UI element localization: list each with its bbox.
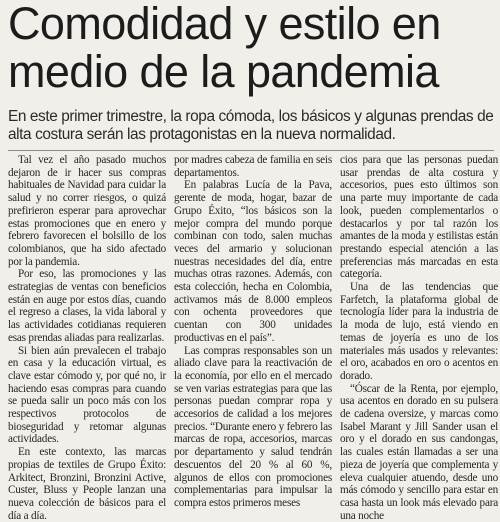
paragraph: Por eso, las promociones y las estrategias de ventas con beneficios están en auge por estos días, cuando el regreso a clases, la vida laboral y las actividades cotidianas requieren esas prendas aliadas para realizarlas. — [8, 268, 166, 344]
paragraph: En palabras Lucía de la Pava, gerente de moda, hogar, bazar de Grupo Éxito, “los básicos son la mejor compra del mundo porque combinan con todo, salen muchas veces del armario y solucionan nuestras necesidades del día, entre muchas otras razones. Además, con esta colección, hecha en Colombia, activamos más de 8.000 empleos con ochenta proveedores que cuentan con 300 unidades productivas en el país”. — [174, 179, 332, 344]
paragraph: Una de las tendencias que Farfetch, la plataforma global de tecnología líder para la industria de la moda de lujo, está viendo en temas de joyería es uno de los materiales más usados y relevantes: el oro, acabados en oro o acentos en dorado. — [340, 281, 498, 382]
paragraph: por madres cabeza de familia en seis departamentos. — [174, 154, 332, 179]
headline-line: medio de la pandemia — [8, 46, 439, 97]
body-column — [340, 154, 498, 522]
paragraph: En este contexto, las marcas propias de textiles de Grupo Éxito: Arkitect, Bronzini, Bronzini Active, Custer, Bluss y People lanzan una nueva colección de básicos para el día a día. — [8, 446, 166, 522]
paragraph: cios para que las personas puedan usar prendas de alta costura y accesorios, pues esto últimos son una parte muy importante de cada look, pueden complementarlos o destacarlos y por tal razón los amantes de la moda y estilistas están prestando especial atención a las preferencias más marcadas en esta categoría. — [340, 154, 498, 281]
body-column — [8, 154, 166, 522]
body-column — [174, 154, 332, 509]
paragraph: “Óscar de la Renta, por ejemplo, usa acentos en dorado en su pulsera de cadena oversize, y marcas como Isabel Marant y Jill Sander usan el oro y el dorado en sus candongas, las cuales están llamadas a ser una pieza de joyería que complementa y eleva cualquier atuendo, desde uno más cómodo y sencillo para estar en casa hasta un look más elevado para una noche — [340, 382, 498, 522]
paragraph: Las compras responsables son un aliado clave para la reactivación de la economía, por ello en el mercado se ven varias estrategias para que las personas puedan comprar ropa y accesorios de calidad a los mejores precios. “Durante enero y febrero las marcas de ropa, accesorios, marcas por departamento y salud tendrán descuentos del 20 % al 60 %, algunos de ellos con promociones complementarias para impulsar la compra estos primeros meses — [174, 344, 332, 509]
headline-line: Comodidad y estilo en — [8, 0, 441, 49]
paragraph: Si bien aún prevalecen el trabajo en casa y la educación virtual, es clave estar cómodo y, por qué no, ir haciendo esas compras para cuando se pueda salir un poco más con los respectivos protocolos de bioseguridad y retomar algunas actividades. — [8, 344, 166, 446]
paragraph: Tal vez el año pasado muchos dejaron de ir hacer sus compras habituales de Navidad para cuidar la salud y no correr riesgos, o quizá prefirieron esperar para aprovechar estas promociones que en enero y febrero favorecen el bolsillo de los colombianos, que ha sido afectado por la pandemia. — [8, 154, 166, 268]
article-body — [8, 154, 500, 522]
article-headline — [8, 0, 496, 96]
article-lead: En este primer trimestre, la ropa cómoda, los básicos y algunas prendas de alta costura serán las protagonistas en la nueva normalidad. — [8, 108, 494, 143]
lead-divider — [8, 150, 494, 151]
